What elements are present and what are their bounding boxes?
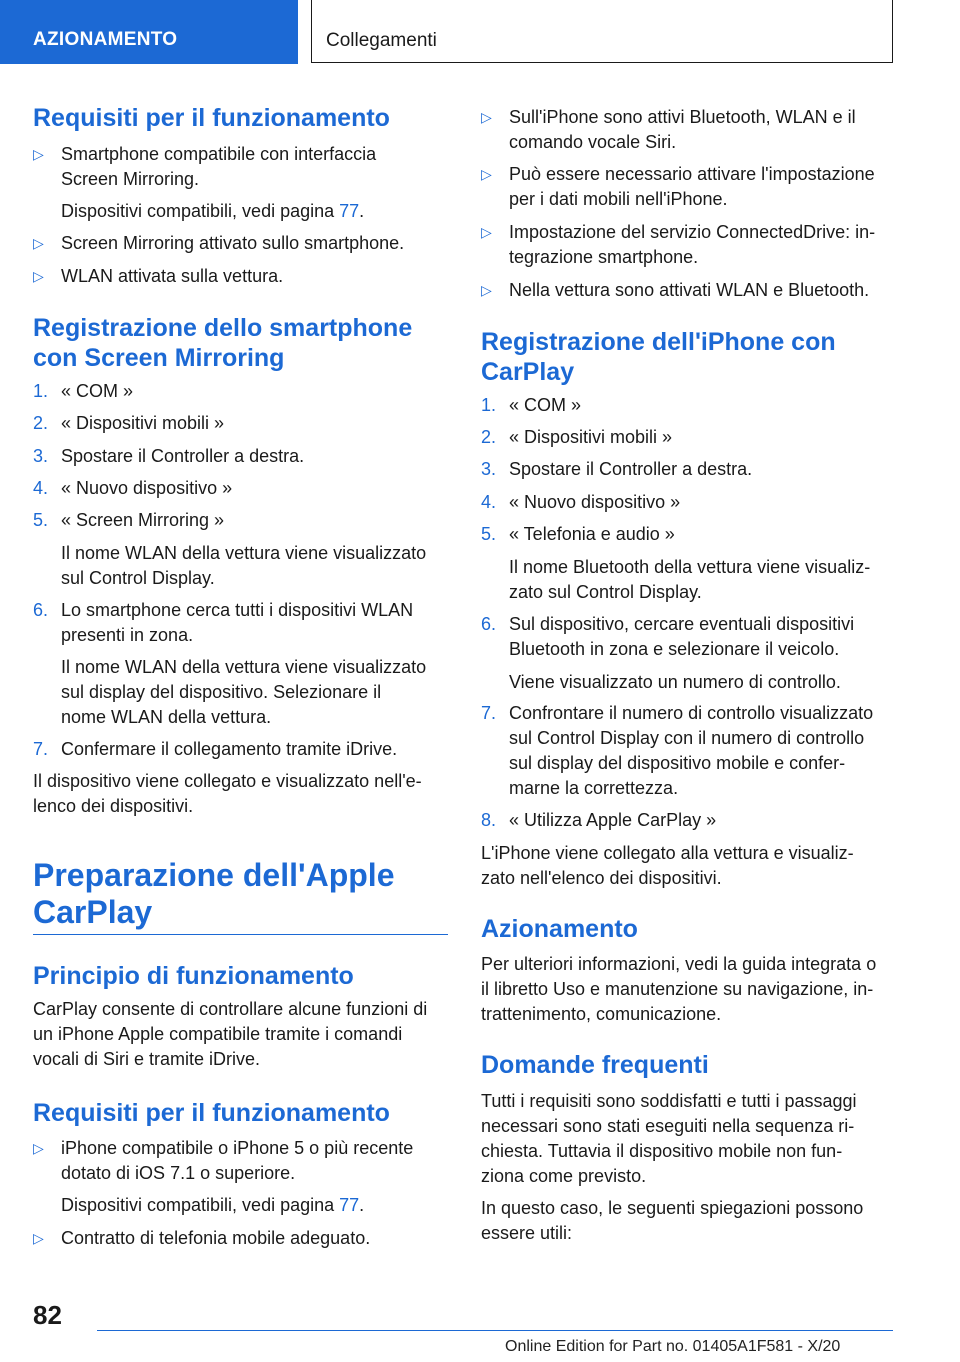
step-note: Il nome Bluetooth della vettura viene visualiz‐ zato sul Control Display. bbox=[509, 557, 871, 602]
step-item: 1. « COM » bbox=[481, 395, 582, 415]
chapter-tab bbox=[311, 0, 893, 63]
triangle-bullet-icon: ▷ bbox=[481, 166, 492, 182]
bullet-item: ▷ Nella vettura sono attivati WLAN e Bluetooth. bbox=[481, 278, 896, 303]
compat-note: Dispositivi compatibili, vedi pagina 77. bbox=[61, 1195, 365, 1215]
section-divider bbox=[33, 934, 448, 935]
step-item: 2. « Dispositivi mobili » bbox=[481, 427, 673, 447]
section-tab bbox=[0, 0, 298, 64]
heading-registrazione-smartphone: Registrazione dello smartphone con Screen Mirroring bbox=[33, 314, 413, 372]
compat-note: Dispositivi compatibili, vedi pagina 77. bbox=[61, 201, 365, 221]
result-text: L'iPhone viene collegato alla vettura e visualiz‐ zato nell'elenco dei dispositivi. bbox=[481, 843, 854, 888]
footer-edition: Online Edition for Part no. 01405A1F581 - X/20 bbox=[505, 1338, 841, 1355]
section-title: AZIONAMENTO bbox=[33, 29, 178, 50]
triangle-bullet-icon: ▷ bbox=[481, 282, 492, 298]
triangle-bullet-icon: ▷ bbox=[33, 268, 44, 284]
step-item: 5. « Screen Mirroring » bbox=[33, 510, 225, 530]
bullet-item: ▷ WLAN attivata sulla vettura. bbox=[33, 264, 448, 289]
faq-text-2: In questo caso, le seguenti spiegazioni possono essere utili: bbox=[481, 1198, 864, 1243]
azionamento-text: Per ulteriori informazioni, vedi la guida integrata o il libretto Uso e manutenzione su navigazione, in‐ trattenimento, comunicazione. bbox=[481, 954, 877, 1024]
step-item: 1. « COM » bbox=[33, 381, 134, 401]
bullet-item: ▷ Impostazione del servizio ConnectedDrive: in‐ tegrazione smartphone. bbox=[481, 222, 876, 267]
step-item: 4. « Nuovo dispositivo » bbox=[33, 478, 233, 498]
step-note: Viene visualizzato un numero di controllo. bbox=[509, 672, 841, 692]
page-link[interactable]: 77 bbox=[339, 201, 360, 221]
bullet-item: ▷ Smartphone compatibile con interfaccia Screen Mirroring. bbox=[33, 144, 377, 189]
step-item: 7. Confrontare il numero di controllo visualizzato sul Control Display con il numero di controllo sul display del dispositivo mobile e confer‐ marne la correttezza. bbox=[481, 703, 874, 798]
heading-azionamento: Azionamento bbox=[481, 915, 638, 943]
triangle-bullet-icon: ▷ bbox=[33, 1230, 44, 1246]
triangle-bullet-icon: ▷ bbox=[33, 146, 44, 162]
result-text: Il dispositivo viene collegato e visualizzato nell'e‐ lenco dei dispositivi. bbox=[33, 771, 422, 816]
step-note: Il nome WLAN della vettura viene visualizzato sul display del dispositivo. Selezionare il nome WLAN della vettura. bbox=[61, 657, 427, 727]
heading-domande-frequenti: Domande frequenti bbox=[481, 1051, 709, 1079]
step-item: 8. « Utilizza Apple CarPlay » bbox=[481, 810, 717, 830]
bullet-item: ▷ Screen Mirroring attivato sullo smartphone. bbox=[33, 231, 448, 256]
page-number: 82 bbox=[33, 1300, 62, 1330]
faq-text: Tutti i requisiti sono soddisfatti e tutti i passaggi necessari sono stati eseguiti nella sequenza ri‐ chiesta. Tuttavia il dispositivo mobile non fun‐ ziona come previsto. bbox=[481, 1091, 857, 1186]
triangle-bullet-icon: ▷ bbox=[33, 1140, 44, 1156]
heading-requisiti-1: Requisiti per il funzionamento bbox=[33, 104, 390, 132]
heading-principio: Principio di funzionamento bbox=[33, 962, 354, 990]
chapter-title: Collegamenti bbox=[326, 30, 437, 51]
footer-rule bbox=[97, 1330, 893, 1331]
step-item: 6. Sul dispositivo, cercare eventuali dispositivi Bluetooth in zona e selezionare il veicolo. bbox=[481, 614, 855, 659]
step-item: 3. Spostare il Controller a destra. bbox=[33, 446, 305, 466]
bullet-item: ▷ Può essere necessario attivare l'impostazione per i dati mobili nell'iPhone. bbox=[481, 164, 875, 209]
principle-text: CarPlay consente di controllare alcune funzioni di un iPhone Apple compatibile tramite i comandi vocali di Siri e tramite iDrive. bbox=[33, 999, 428, 1069]
bullet-item: ▷ Contratto di telefonia mobile adeguato. bbox=[33, 1226, 448, 1251]
step-item: 7. Confermare il collegamento tramite iDrive. bbox=[33, 739, 398, 759]
step-item: 6. Lo smartphone cerca tutti i dispositivi WLAN presenti in zona. bbox=[33, 600, 414, 645]
step-note: Il nome WLAN della vettura viene visualizzato sul Control Display. bbox=[61, 543, 427, 588]
heading-requisiti-2: Requisiti per il funzionamento bbox=[33, 1099, 390, 1127]
page-link[interactable]: 77 bbox=[339, 1195, 360, 1215]
heading-preparazione-carplay: Preparazione dell'Apple CarPlay bbox=[33, 857, 395, 930]
bullet-item: ▷ iPhone compatibile o iPhone 5 o più recente dotato di iOS 7.1 o superiore. bbox=[33, 1138, 414, 1183]
triangle-bullet-icon: ▷ bbox=[481, 109, 492, 125]
step-item: 5. « Telefonia e audio » bbox=[481, 524, 675, 544]
step-item: 3. Spostare il Controller a destra. bbox=[481, 459, 753, 479]
step-item: 2. « Dispositivi mobili » bbox=[33, 413, 225, 433]
triangle-bullet-icon: ▷ bbox=[481, 224, 492, 240]
bullet-item: ▷ Sull'iPhone sono attivi Bluetooth, WLAN e il comando vocale Siri. bbox=[481, 107, 856, 152]
step-item: 4. « Nuovo dispositivo » bbox=[481, 492, 681, 512]
triangle-bullet-icon: ▷ bbox=[33, 235, 44, 251]
heading-registrazione-iphone: Registrazione dell'iPhone con CarPlay bbox=[481, 328, 836, 386]
